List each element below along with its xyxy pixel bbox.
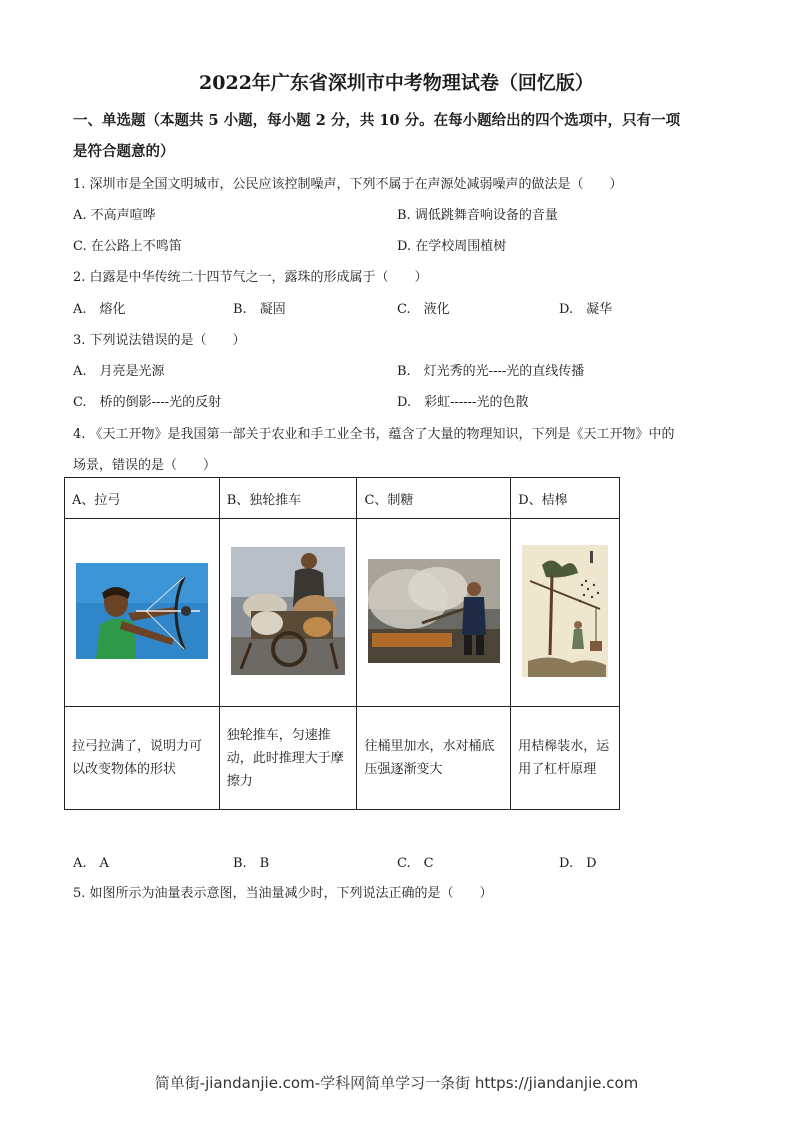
question-4-table (64, 477, 620, 810)
q1-option-c: C. 在公路上不鸣笛 (73, 239, 182, 254)
q2-option-a: A. 熔化 (73, 302, 126, 317)
table-header-a: A、拉弓 (65, 478, 220, 519)
q3-option-d: D. 彩虹------光的色散 (397, 395, 529, 410)
q4-option-d: D. D (559, 856, 597, 871)
q1-option-d: D. 在学校周围植树 (397, 239, 507, 254)
sugar-making-image (368, 559, 500, 663)
well-sweep-painting (522, 545, 608, 677)
page-title: 2022年广东省深圳市中考物理试卷（回忆版） (199, 72, 594, 94)
table-header-c: C、制糖 (357, 478, 511, 519)
q3-option-a: A. 月亮是光源 (73, 364, 165, 379)
question-5-stem: 5. 如图所示为油量表示意图，当油量减少时，下列说法正确的是（ ） (73, 886, 493, 901)
wheelbarrow-image (231, 547, 345, 675)
q4-option-b: B. B (233, 856, 270, 871)
q2-option-c: C. 液化 (397, 302, 450, 317)
question-2-stem: 2. 白露是中华传统二十四节气之一，露珠的形成属于（ ） (73, 270, 428, 285)
q3-option-c: C. 桥的倒影----光的反射 (73, 395, 222, 410)
q1-option-b: B. 调低跳舞音响设备的音量 (397, 208, 558, 223)
table-desc-d: 用桔槔装水，运用了杠杆原理 (511, 707, 620, 810)
q4-option-c: C. C (397, 856, 434, 871)
footer-watermark: 简单街-jiandanjie.com-学科网简单学习一条街 https://jiandanjie.com (154, 1074, 639, 1092)
q4-option-a: A. A (73, 856, 109, 871)
question-3-stem: 3. 下列说法错误的是（ ） (73, 333, 246, 348)
table-header-d: D、桔槔 (511, 478, 620, 519)
archer-image (76, 563, 208, 659)
table-desc-a: 拉弓拉满了，说明力可以改变物体的形状 (65, 707, 220, 810)
question-1-stem: 1. 深圳市是全国文明城市，公民应该控制噪声，下列不属于在声源处减弱噪声的做法是（ ） (73, 177, 623, 192)
section-heading-line1: 一、单选题（本题共 5 小题，每小题 2 分，共 10 分。在每小题给出的四个选项中，只有一项 (73, 112, 681, 129)
section-heading-line2: 是符合题意的） (73, 143, 175, 160)
q1-option-a: A. 不高声喧哗 (73, 208, 156, 223)
q2-option-b: B. 凝固 (233, 302, 286, 317)
question-4-stem-line1: 4. 《天工开物》是我国第一部关于农业和手工业全书，蕴含了大量的物理知识，下列是《天工开物》中的 (73, 427, 675, 442)
q2-option-d: D. 凝华 (559, 302, 613, 317)
q3-option-b: B. 灯光秀的光----光的直线传播 (397, 364, 585, 379)
question-4-stem-line2: 场景，错误的是（ ） (73, 458, 217, 473)
table-desc-c: 往桶里加水，水对桶底压强逐渐变大 (357, 707, 511, 810)
table-header-b: B、独轮推车 (219, 478, 357, 519)
table-desc-b: 独轮推车，匀速推动，此时推理大于摩擦力 (219, 707, 357, 810)
